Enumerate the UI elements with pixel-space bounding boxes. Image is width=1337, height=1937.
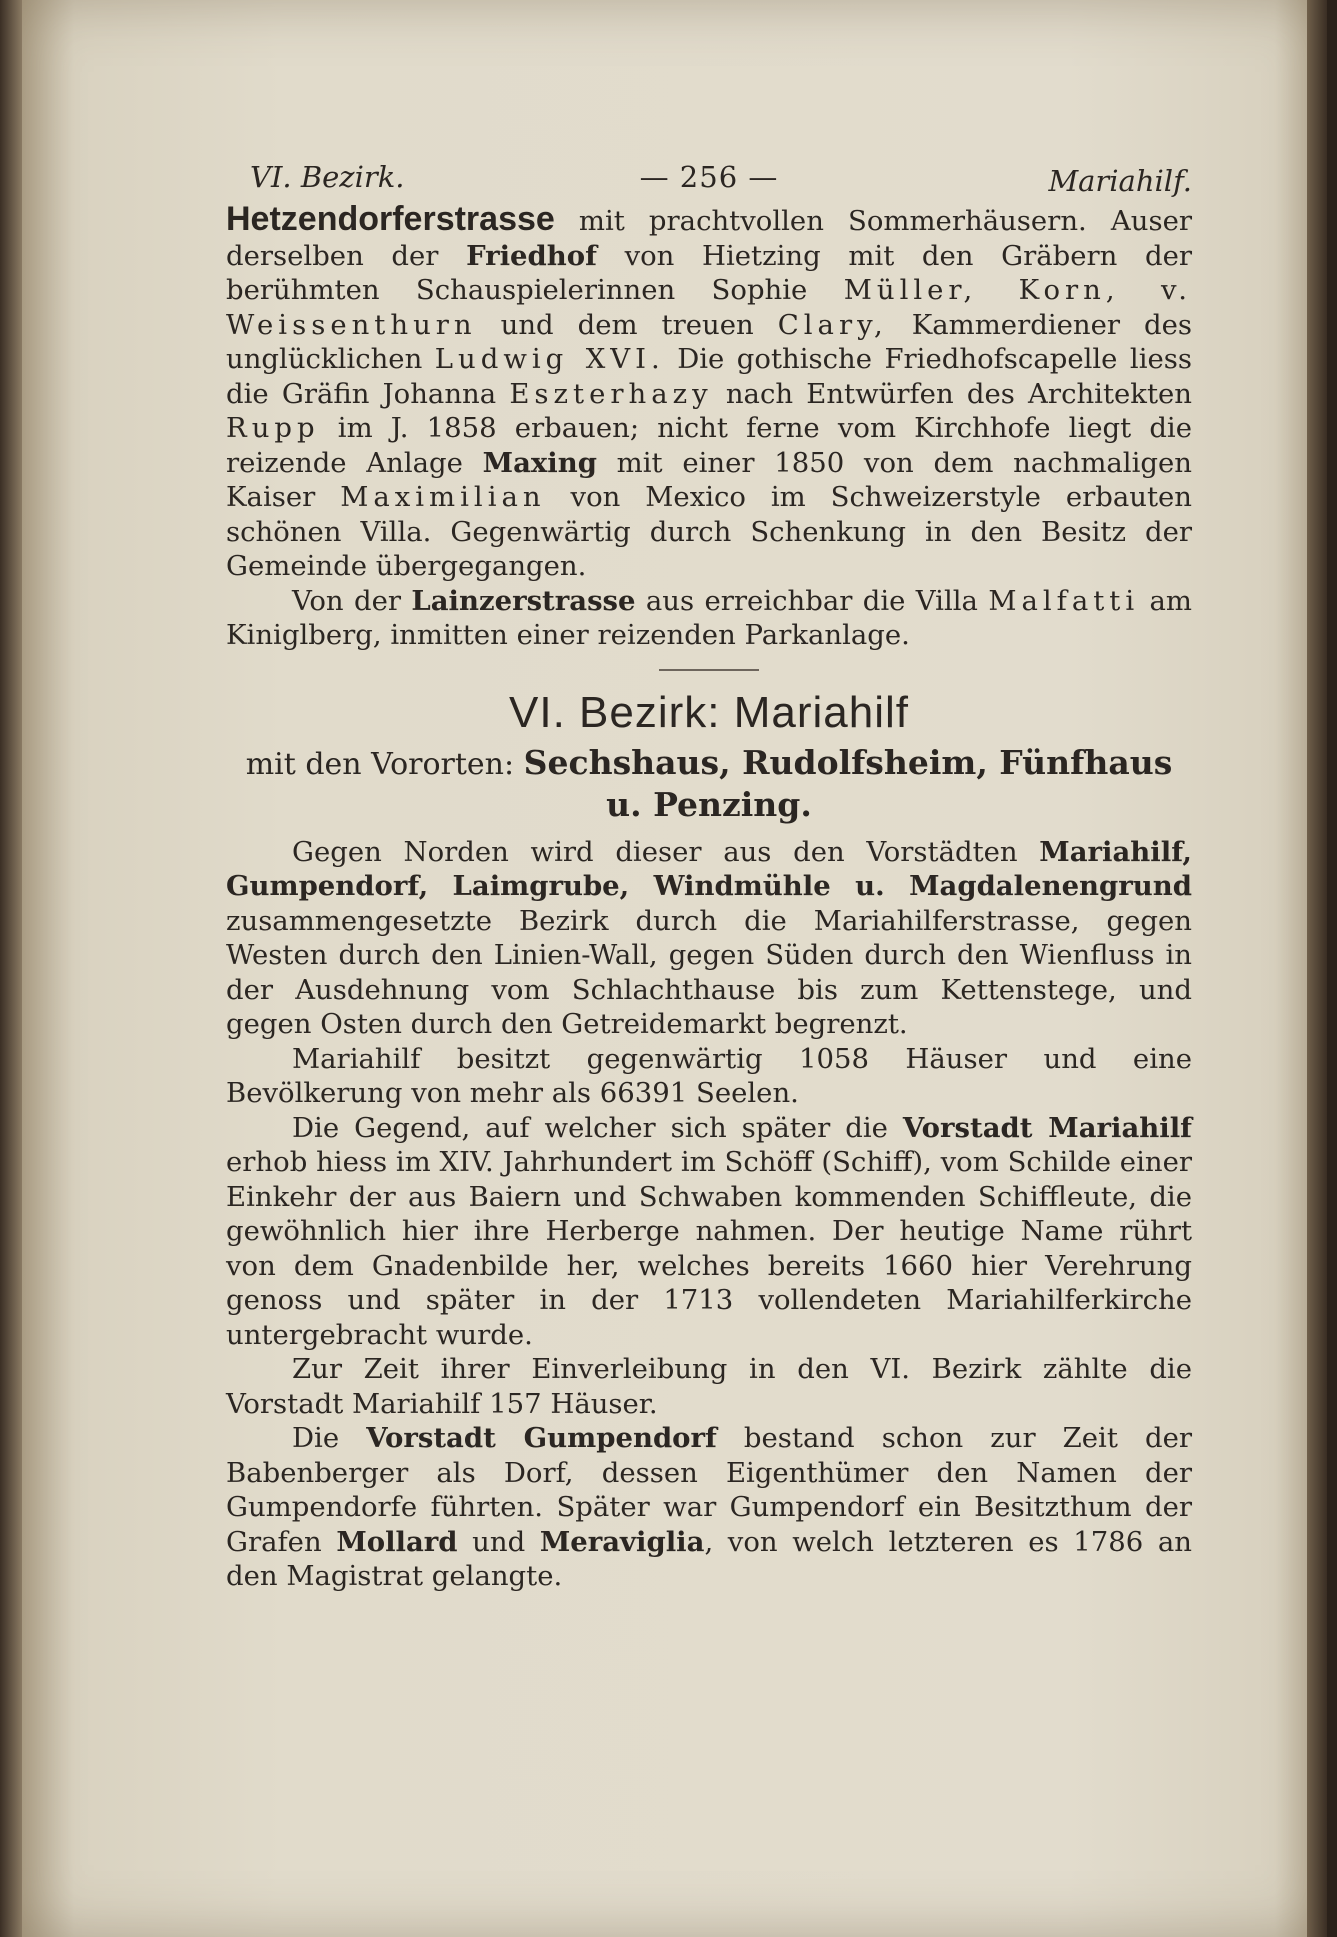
paragraph-lainzerstrasse: Von der Lainzerstrasse aus erreichbar die Villa Malfatti am Kiniglberg, inmitten einer reizenden Parkanlage. <box>226 584 1192 651</box>
header-left: VI. Bezirk. <box>250 160 405 194</box>
paragraph-boundaries: Gegen Norden wird dieser aus den Vorstädten Mariahilf, Gumpendorf, Laimgrube, Windmühle u. Magdalenengrund zusammengesetzte Bezirk durch die Mariahilferstrasse, gegen Westen durch den Linien-Wall, gegen Süden durch den Wienfluss in der Ausdehnung vom Schlachthause bis zum Kettenstege, und gegen Osten durch den Getreidemarkt begrenzt. <box>226 835 1192 1040</box>
page-content <box>226 150 1192 1594</box>
paragraph-population: Mariahilf besitzt gegenwärtig 1058 Häuser und eine Bevölkerung von mehr als 66391 Seelen. <box>226 1042 1192 1109</box>
section-divider <box>659 669 759 671</box>
page-number: — 256 — <box>639 160 779 194</box>
section-subtitle: mit den Vororten: Sechshaus, Rudolfsheim, Fünfhaus u. Penzing. <box>245 742 1173 824</box>
book-spine-edge <box>0 0 22 1937</box>
paragraph-history: Die Gegend, auf welcher sich später die Vorstadt Mariahilf erhob hiess im XIV. Jahrhundert im Schöff (Schiff), vom Schilde einer Einkehr der aus Baiern und Schwaben kommenden Schiffleute, die gewöhnlich hier ihre Herberge nahmen. Der heutige Name rührt von dem Gnadenbilde her, welches bereits 1660 hier Verehrung genoss und später in der 1713 vollendeten Mariahilferkirche untergebracht wurde. <box>226 1111 1192 1351</box>
paragraph-gumpendorf: Die Vorstadt Gumpendorf bestand schon zur Zeit der Babenberger als Dorf, dessen Eigenthümer den Namen der Gumpendorfe führten. Später war Gumpendorf ein Besitzthum der Grafen Mollard und Meraviglia, von welch letzteren es 1786 an den Magistrat gelangte. <box>226 1422 1192 1592</box>
paragraph-hetzendorf: Hetzendorferstrasse mit prachtvollen Sommerhäusern. Auser derselben der Friedhof von Hietzing mit den Gräbern der berühmten Schauspielerinnen Sophie Müller, Korn, v. Weissenthurn und dem treuen Clary, Kammerdiener des unglücklichen Ludwig XVI. Die gothische Friedhofscapelle liess die Gräfin Johanna Eszterhazy nach Entwürfen des Architekten Rupp im J. 1858 erbauen; nicht ferne vom Kirchhofe liegt die reizende Anlage Maxing mit einer 1850 von dem nachmaligen Kaiser Maximilian von Mexico im Schweizerstyle erbauten schönen Villa. Gegenwärtig durch Schenkung in den Besitz der Gemeinde übergegangen. <box>226 200 1193 582</box>
section-title: VI. Bezirk: Mariahilf <box>509 687 909 737</box>
running-header <box>226 150 1192 202</box>
paragraph-incorporation: Zur Zeit ihrer Einverleibung in den VI. Bezirk zählte die Vorstadt Mariahilf 157 Häuser. <box>226 1353 1192 1420</box>
page-right-edge <box>1307 0 1327 1937</box>
header-right: Mariahilf. <box>1048 164 1192 198</box>
